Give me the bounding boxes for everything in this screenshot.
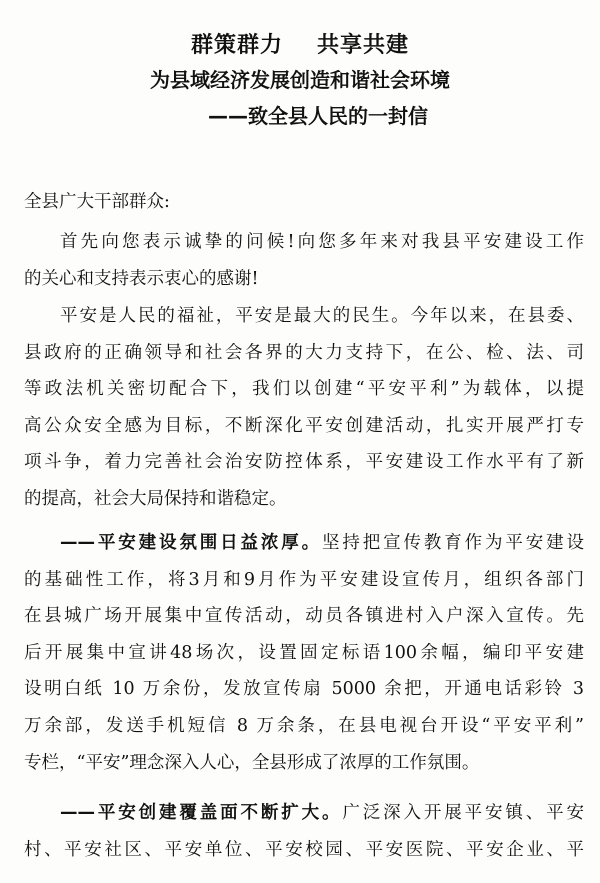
text-line: 专栏，“平安”理念深入人心，全县形成了浓厚的工作氛围。 [24,752,480,773]
text-line [24,795,584,832]
text-line: 村、平安社区、平安单位、平安校园、平安医院、平安企业、平 [24,839,584,860]
title-phrase-1: 群策群力 [190,33,283,58]
title-line-1 [0,28,600,59]
text-line: 设明白纸 10 万余份，发放宣传扇 5000 余把，开通电话彩铃 3 [24,679,584,700]
text-line: 高公众安全感为目标，不断深化平安创建活动，扎实开展严打专 [24,415,584,436]
text-span: 坚持把宣传教育作为平安建设 [322,533,584,553]
paragraph-2 [24,298,584,518]
title-phrase-2: 共享共建 [317,33,410,58]
text-line: 的提高，社会大局保持和谐稳定。 [24,488,287,509]
text-line: 万余部，发送手机短信 8 万余条，在县电视台开设“平安平利” [24,715,584,736]
paragraph-3 [24,525,584,781]
paragraph-4 [24,795,584,868]
text-line: 首先向您表示诚挚的问候!向您多年来对我县平安建设工作 [60,232,584,252]
text-span: 广泛深入开展平安镇、平安 [342,803,584,823]
section-heading: ——平安建设氛围日益浓厚。 [60,533,322,553]
section-heading: ——平安创建覆盖面不断扩大。 [60,803,343,823]
text-line: 项斗争，着力完善社会治安防控体系，平安建设工作水平有了新 [24,452,584,473]
title-line-3: ——致全县人民的一封信 [208,104,428,128]
text-line: 的关心和支持表示衷心的感谢! [24,268,259,289]
text-line: 后开展集中宣讲48场次，设置固定标语100余幅，编印平安建 [24,642,584,663]
salutation: 全县广大干部群众: [24,192,170,212]
text-line: 县政府的正确领导和社会各界的大力支持下，在公、检、法、司 [24,342,584,363]
text-line [24,525,584,562]
text-line: 等政法机关密切配合下，我们以创建“平安平利”为载体，以提 [24,379,584,400]
text-line: 平安是人民的福祉，平安是最大的民生。今年以来，在县委、 [60,306,584,326]
text-line: 的基础性工作，将3月和9月作为平安建设宣传月，组织各部门 [24,569,584,590]
paragraph-1 [24,224,584,297]
text-line: 在县城广场开展集中宣传活动，动员各镇进村入户深入宣传。先 [24,606,584,627]
title-line-2: 为县域经济发展创造和谐社会环境 [150,68,450,92]
